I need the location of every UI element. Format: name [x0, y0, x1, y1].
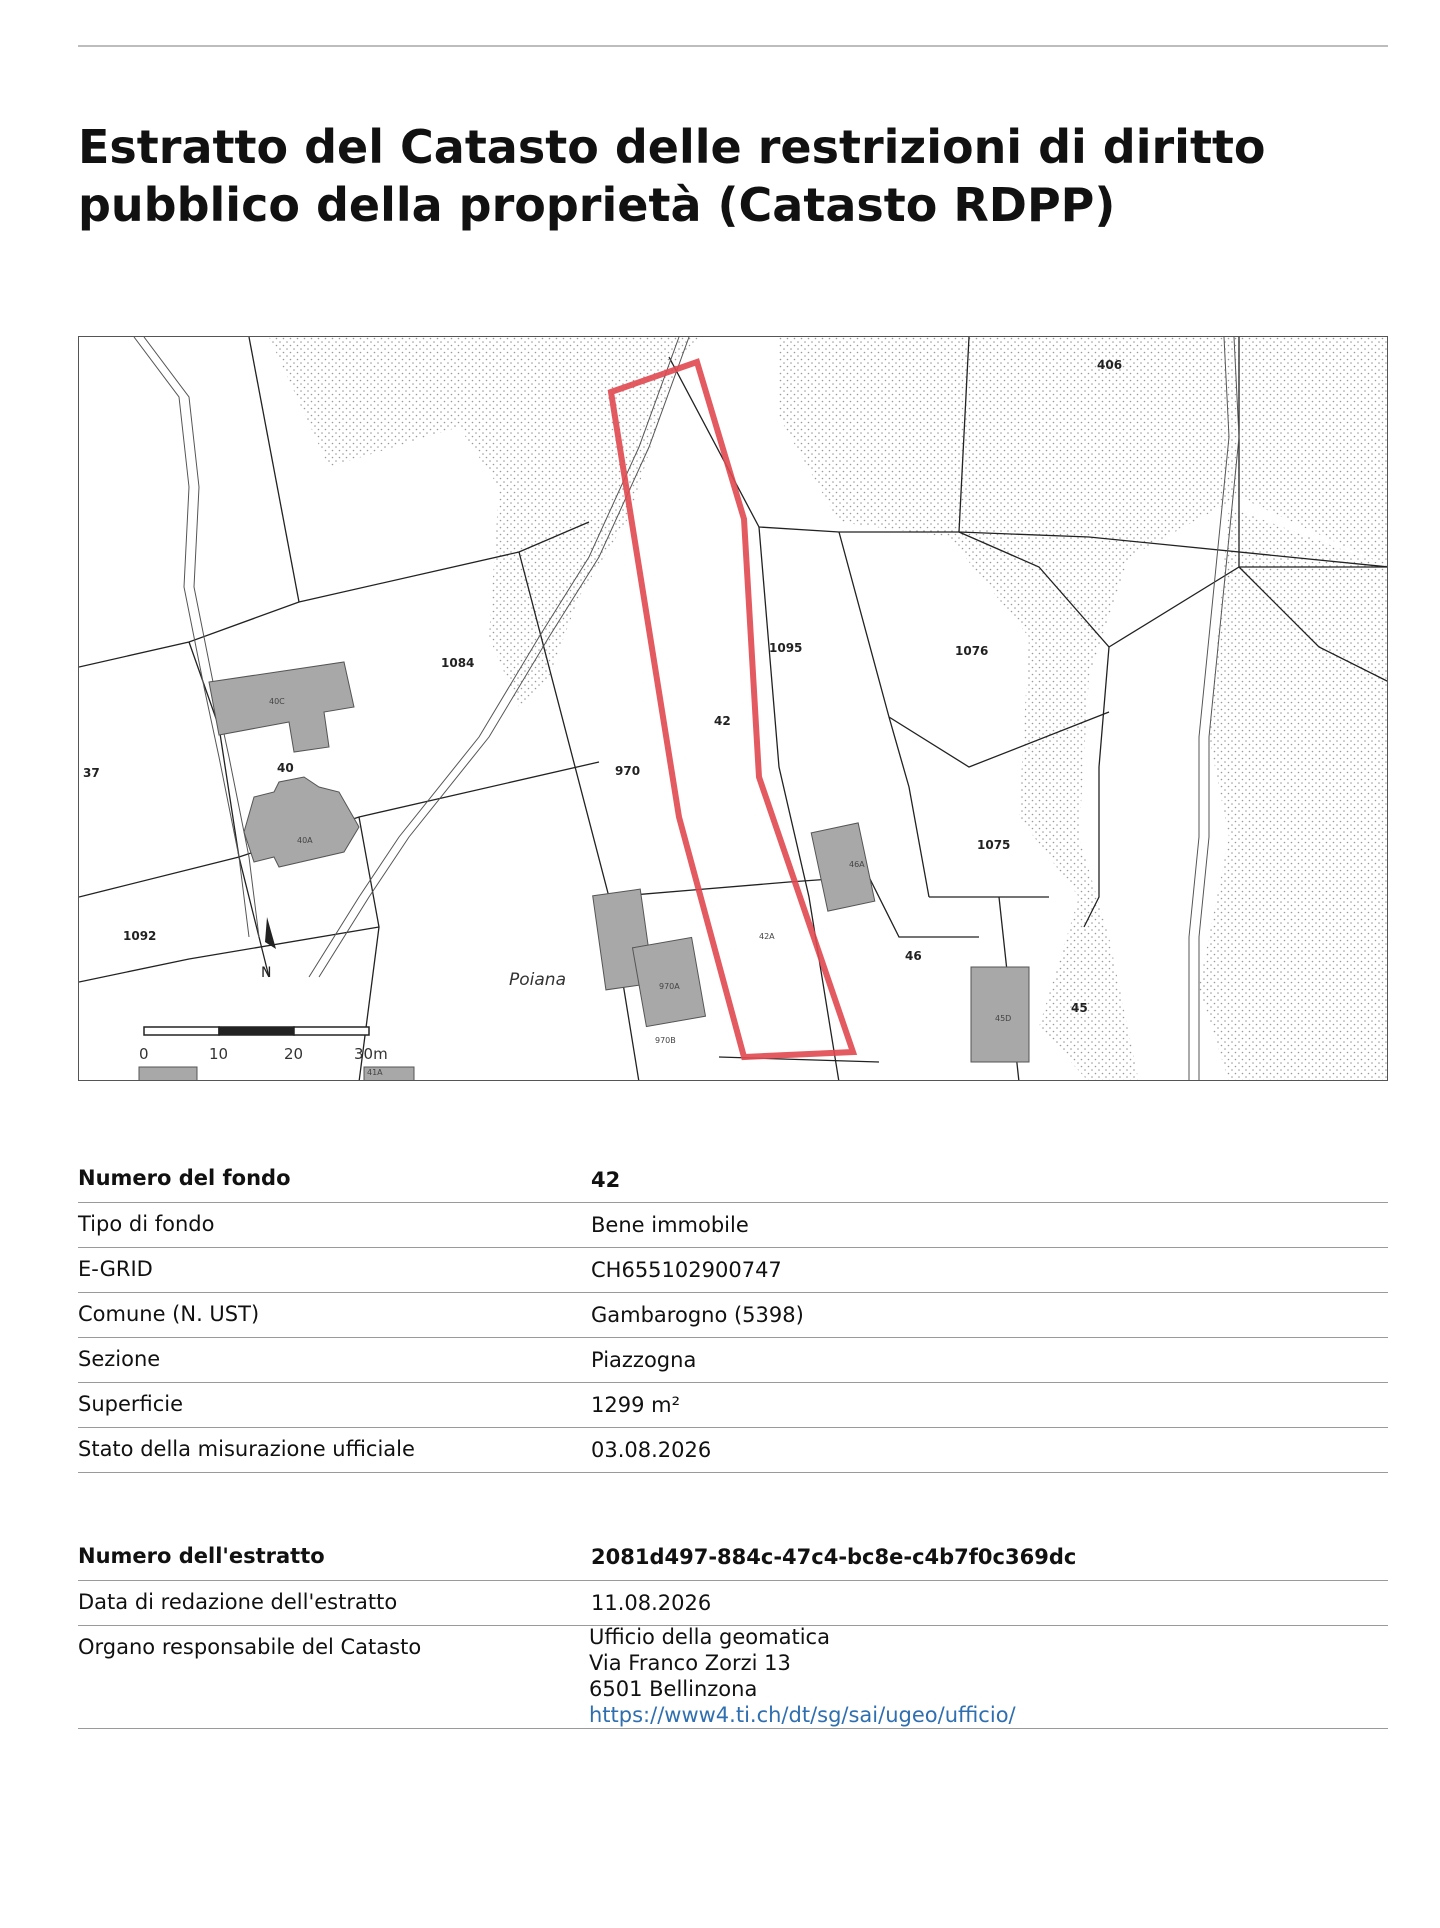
row-value: Bene immobile: [591, 1213, 749, 1237]
table-row: [78, 1203, 1388, 1248]
building-label: 40A: [297, 836, 313, 845]
row-label: Stato della misurazione ufficiale: [78, 1437, 415, 1461]
building-label: 45D: [995, 1014, 1012, 1023]
extract-date-label: Data di redazione dell'estratto: [78, 1590, 398, 1614]
parcel-label: 1092: [123, 929, 157, 943]
cadastral-map: [78, 336, 1388, 1081]
row-label: E-GRID: [78, 1257, 153, 1281]
parcel-label: 1076: [955, 644, 989, 658]
buildings: [139, 662, 1029, 1081]
building-label: 42A: [759, 932, 775, 941]
top-rule: [78, 45, 1388, 47]
parcel-label: 37: [83, 766, 100, 780]
place-name: Poiana: [509, 970, 566, 990]
building-label: 41A: [367, 1068, 383, 1077]
parcel-label: 46: [905, 949, 922, 963]
extract-number-value: 2081d497-884c-47c4-bc8e-c4b7f0c369dc: [591, 1545, 1077, 1569]
table-row: [78, 1428, 1388, 1473]
row-value: Piazzogna: [591, 1348, 697, 1372]
table-row: [78, 1383, 1388, 1428]
table-row: [78, 1338, 1388, 1383]
parcel-label: 45: [1071, 1001, 1088, 1015]
parcel-label: 970: [615, 764, 641, 778]
extract-number-label: Numero dell'estratto: [78, 1544, 325, 1568]
row-value: 1299 m²: [591, 1393, 680, 1417]
parcel-label: 40: [277, 761, 294, 775]
north-label: N: [261, 965, 272, 981]
building-label: 40C: [269, 697, 285, 706]
organ-street: Via Franco Zorzi 13: [589, 1651, 791, 1675]
table-row: [78, 1626, 1388, 1729]
north-arrow: [261, 917, 276, 981]
page-title: Estratto del Catasto delle restrizioni di diritto pubblico della proprietà (Catasto RDPP): [78, 120, 1266, 232]
row-label: Comune (N. UST): [78, 1302, 260, 1326]
table-row: [78, 1581, 1388, 1626]
organ-value: [589, 1624, 1016, 1728]
extract-date-value: 11.08.2026: [591, 1591, 712, 1615]
organ-office: Ufficio della geomatica: [589, 1625, 830, 1649]
building-label: 970A: [659, 982, 680, 991]
parcel-label: 42: [714, 714, 731, 728]
building-label: 970B: [655, 1036, 676, 1045]
parcel-label: 406: [1097, 358, 1123, 372]
row-label: Numero del fondo: [78, 1166, 291, 1190]
row-label: Superficie: [78, 1392, 184, 1416]
parcel-label: 1075: [977, 838, 1011, 852]
row-value: 03.08.2026: [591, 1438, 712, 1462]
organ-city: 6501 Bellinzona: [589, 1677, 758, 1701]
organ-url-link[interactable]: https://www4.ti.ch/dt/sg/sai/ugeo/ufficio/: [589, 1703, 1016, 1727]
parcel-label: 1084: [441, 656, 475, 670]
row-value: CH655102900747: [591, 1258, 782, 1282]
row-value: Gambarogno (5398): [591, 1303, 804, 1327]
table-row: [78, 1536, 1388, 1581]
scale-label-0: 0: [139, 1045, 149, 1063]
organ-label: Organo responsabile del Catasto: [78, 1635, 422, 1659]
parcel-label: 1095: [769, 641, 803, 655]
table-row: [78, 1158, 1388, 1203]
dotted-areas: [269, 337, 1388, 1081]
scale-label-10: 10: [209, 1045, 229, 1063]
row-value: 42: [591, 1168, 621, 1192]
scale-label-30m: 30m: [354, 1045, 388, 1063]
row-label: Sezione: [78, 1347, 161, 1371]
table-row: [78, 1248, 1388, 1293]
table-row: [78, 1293, 1388, 1338]
building-label: 46A: [849, 860, 865, 869]
scale-bar: [139, 1027, 388, 1063]
row-label: Tipo di fondo: [78, 1212, 215, 1236]
scale-label-20: 20: [284, 1045, 304, 1063]
